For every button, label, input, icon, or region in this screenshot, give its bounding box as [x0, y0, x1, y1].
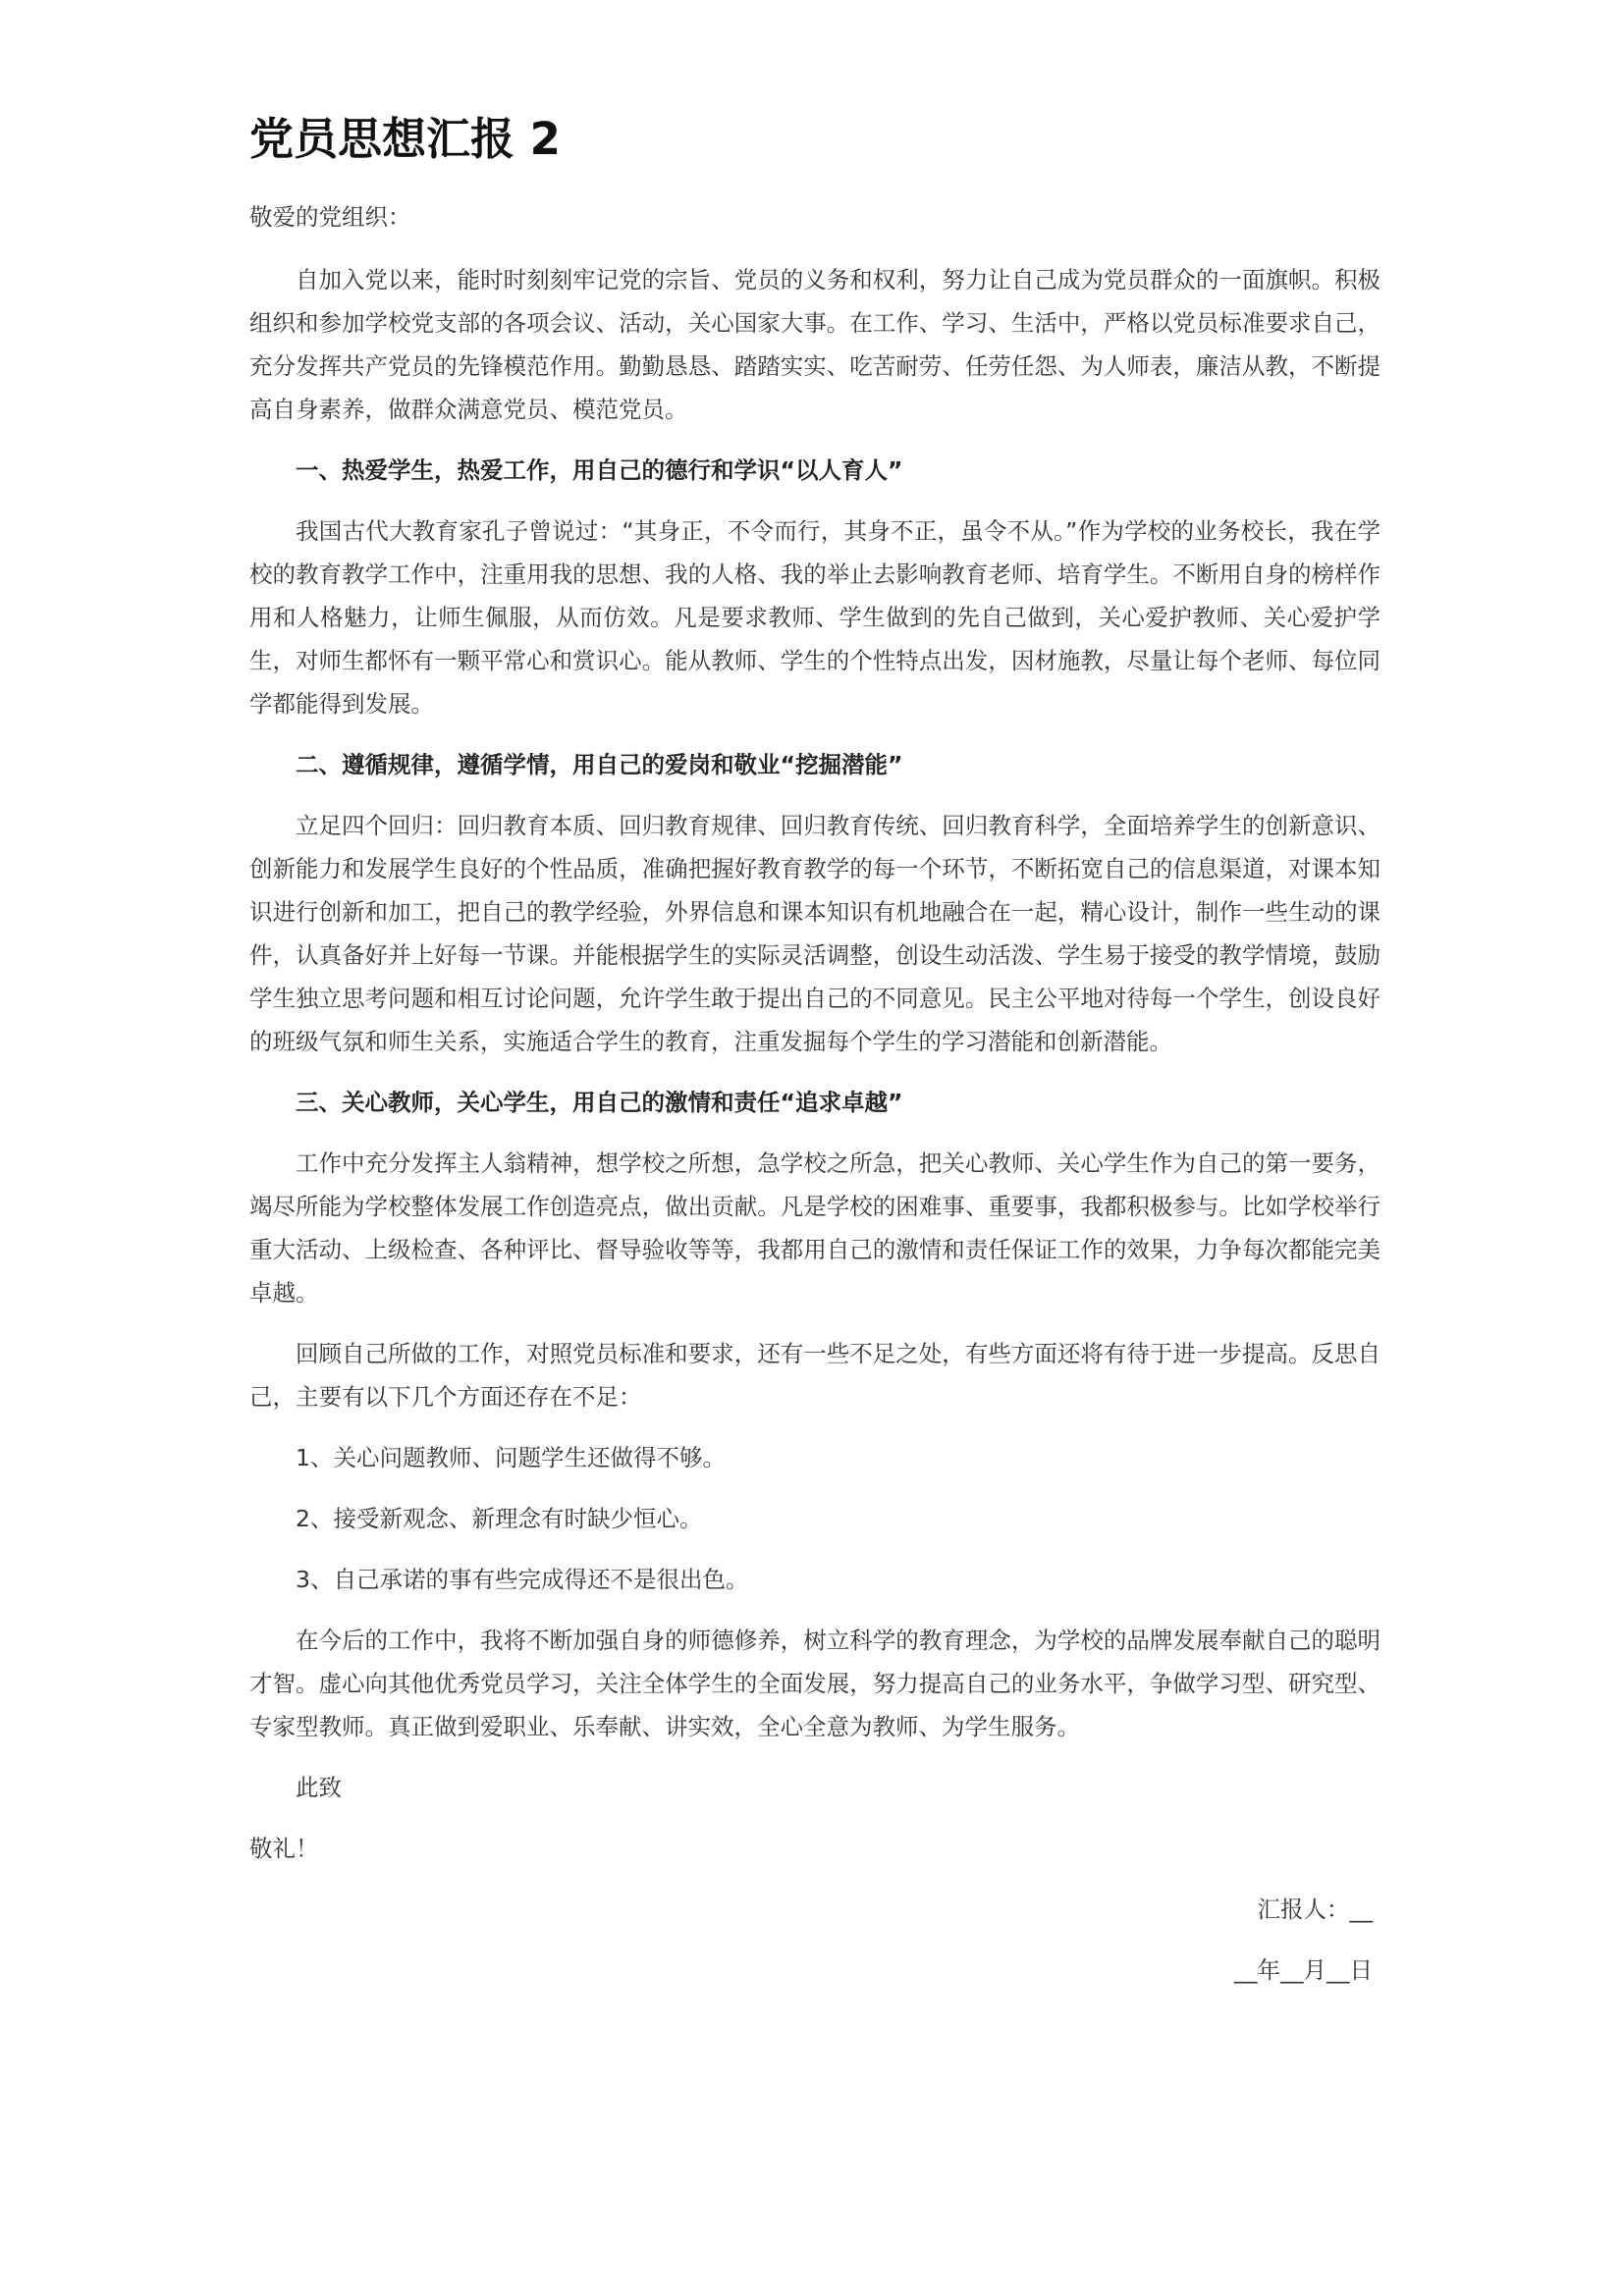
section-3-heading: 三、关心教师，关心学生，用自己的激情和责任“追求卓越” [296, 1089, 903, 1116]
intro-paragraph: 自加入党以来，能时时刻刻牢记党的宗旨、党员的义务和权利，努力让自己成为党员群众的一面旗帜。积极组织和参加学校党支部的各项会议、活动，关心国家大事。在工作、学习、生活中，严格以党员标准要求自己，充分发挥共产党员的先锋模范作用。勤勤恳恳、踏踏实实、吃苦耐劳、任劳任怨、为人师表，廉洁从教，不断提高自身素养，做群众满意党员、模范党员。 [249, 266, 1380, 423]
section-2-body: 立足四个回归：回归教育本质、回归教育规律、回归教育传统、回归教育科学，全面培养学生的创新意识、创新能力和发展学生良好的个性品质，准确把握好教育教学的每一个环节，不断拓宽自己的信息渠道，对课本知识进行创新和加工，把自己的教学经验，外界信息和课本知识有机地融合在一起，精心设计，制作一些生动的课件，认真备好并上好每一节课。并能根据学生的实际灵活调整，创设生动活泼、学生易于接受的教学情境，鼓励学生独立思考问题和相互讨论问题，允许学生敢于提出自己的不同意见。民主公平地对待每一个学生，创设良好的班级气氛和师生关系，实施适合学生的教育，注重发掘每个学生的学习潜能和创新潜能。 [249, 812, 1380, 1055]
section-1-body: 我国古代大教育家孔子曾说过：“其身正，不令而行，其身不正，虽令不从。”作为学校的业务校长，我在学校的教育教学工作中，注重用我的思想、我的人格、我的举止去影响教育老师、培育学生。不断用自身的榜样作用和人格魅力，让师生佩服，从而仿效。凡是要求教师、学生做到的先自己做到，关心爱护教师、关心爱护学生，对师生都怀有一颗平常心和赏识心。能从教师、学生的个性特点出发，因材施教，尽量让每个老师、每位同学都能得到发展。 [249, 517, 1380, 718]
date-line: __年__月__日 [1234, 1956, 1373, 1984]
closing-regards: 敬礼！ [249, 1835, 319, 1862]
salutation: 敬爱的党组织： [249, 203, 411, 231]
signature-line: 汇报人：__ [1257, 1896, 1373, 1923]
page-title: 党员思想汇报 2 [249, 113, 561, 165]
document-page [249, 98, 1380, 2009]
future-paragraph: 在今后的工作中，我将不断加强自身的师德修养，树立科学的教育理念，为学校的品牌发展奉献自己的聪明才智。虚心向其他优秀党员学习，关注全体学生的全面发展，努力提高自己的业务水平，争做学习型、研究型、专家型教师。真正做到爱职业、乐奉献、讲实效，全心全意为教师、为学生服务。 [249, 1627, 1380, 1740]
section-1-heading: 一、热爱学生，热爱工作，用自己的德行和学识“以人育人” [296, 456, 903, 484]
shortcoming-item-3: 3、自己承诺的事有些完成得还不是很出色。 [296, 1566, 749, 1593]
section-2-heading: 二、遵循规律，遵循学情，用自己的爱岗和敬业“挖掘潜能” [296, 751, 903, 778]
closing-salute: 此致 [296, 1774, 342, 1801]
shortcoming-item-2: 2、接受新观念、新理念有时缺少恒心。 [296, 1505, 703, 1532]
shortcoming-item-1: 1、关心问题教师、问题学生还做得不够。 [296, 1444, 726, 1471]
section-3-body: 工作中充分发挥主人翁精神，想学校之所想，急学校之所急，把关心教师、关心学生作为自己的第一要务，竭尽所能为学校整体发展工作创造亮点，做出贡献。凡是学校的困难事、重要事，我都积极参与。比如学校举行重大活动、上级检查、各种评比、督导验收等等，我都用自己的激情和责任保证工作的效果，力争每次都能完美卓越。 [249, 1149, 1380, 1307]
reflection-paragraph: 回顾自己所做的工作，对照党员标准和要求，还有一些不足之处，有些方面还将有待于进一步提高。反思自己，主要有以下几个方面还存在不足： [249, 1340, 1380, 1411]
